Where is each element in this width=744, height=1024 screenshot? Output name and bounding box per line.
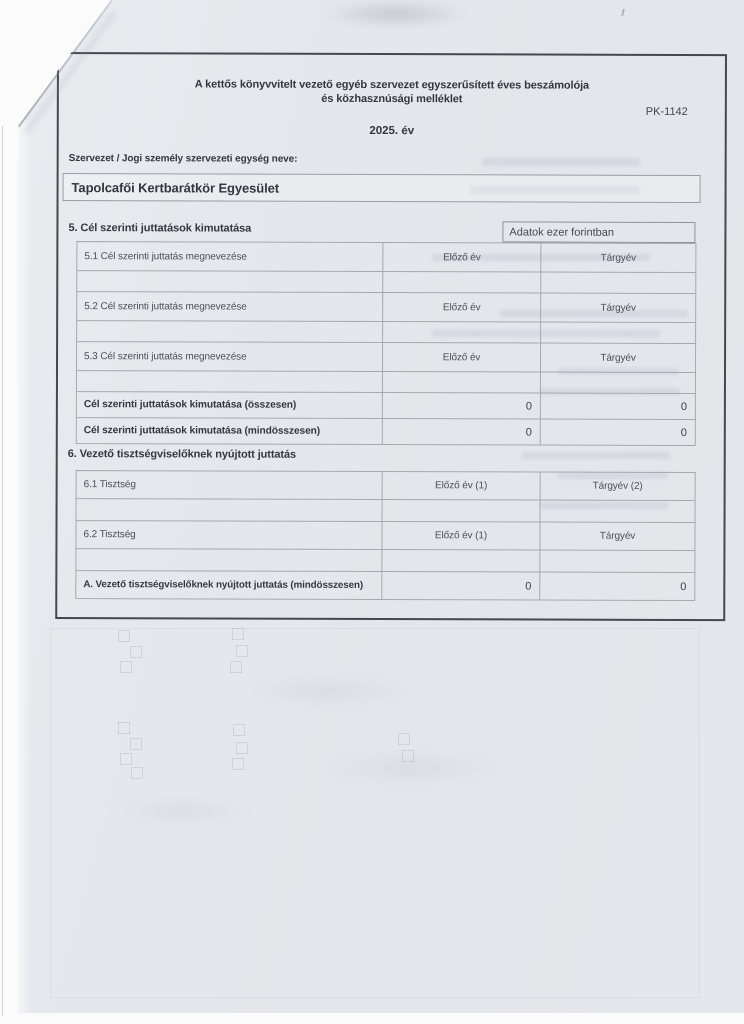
current-year-value: 0 [680, 400, 687, 413]
table-row [77, 291, 695, 322]
prev-year-cell [381, 550, 539, 571]
current-year-header: Tárgyév [600, 352, 636, 364]
org-name-value: Tapolcafői Kertbarátkör Egyesület [71, 179, 280, 196]
table-row-total [77, 391, 695, 419]
section5-heading: 5. Cél szerinti juttatások kimutatása [68, 222, 252, 235]
prev-year-header: Előző év (1) [435, 480, 488, 492]
current-year-cell [540, 273, 695, 293]
current-year-value: 0 [680, 580, 687, 593]
prev-year-header: Előző év [442, 301, 481, 313]
row-label-cell [76, 521, 381, 549]
current-year-cell [540, 294, 695, 322]
row-label-cell [77, 271, 382, 292]
prev-year-cell [382, 500, 540, 521]
current-year-value-cell [540, 394, 695, 419]
unit-note: Adatok ezer forintban [509, 225, 615, 239]
table-row [76, 520, 694, 550]
row-label: 5.3 Cél szerinti juttatás megnevezése [84, 350, 247, 363]
org-name-label: Szervezet / Jogi személy szervezeti egység neve: [68, 153, 298, 165]
prev-year-cell [381, 522, 539, 549]
current-year-cell [540, 323, 695, 343]
current-year-value: 0 [680, 426, 687, 439]
table-row-total [77, 417, 695, 445]
current-year-cell [539, 523, 694, 550]
form-code: PK-1142 [645, 105, 688, 118]
table-row-total [76, 570, 694, 600]
row-label-cell [76, 549, 381, 571]
table-row [77, 270, 695, 293]
table-row [77, 498, 695, 522]
current-year-value-cell [539, 573, 694, 600]
page-title-line2: és közhasznúsági melléklet [321, 92, 463, 106]
form-border-box [55, 52, 727, 621]
current-year-value-cell [540, 420, 695, 445]
section5-table [76, 241, 697, 446]
prev-year-value: 0 [525, 399, 532, 412]
table-row [77, 242, 695, 272]
page-title-line1: A kettős könyvvitelt vezető egyéb szervezet egyszerűsített éves beszámolója [194, 78, 590, 92]
row-label: 6.1 Tisztség [83, 479, 136, 491]
section6-heading: 6. Vezető tisztségviselőknek nyújtott juttatás [67, 448, 297, 461]
current-year-cell [540, 373, 695, 393]
row-label-cell [77, 392, 382, 418]
report-year: 2025. év [369, 124, 415, 138]
prev-year-cell [382, 372, 540, 392]
prev-year-cell [382, 343, 540, 371]
prev-year-cell [382, 243, 540, 271]
prev-year-cell [382, 322, 540, 342]
row-label: Cél szerinti juttatások kimutatása (összesen) [83, 399, 297, 411]
table-row [77, 320, 695, 343]
current-year-header: Tárgyév [600, 302, 636, 314]
table-row [76, 548, 694, 572]
current-year-cell [539, 551, 694, 572]
prev-year-header: Előző év (1) [434, 530, 488, 542]
row-label-cell [77, 471, 382, 499]
prev-year-value-cell [382, 419, 540, 444]
prev-year-cell [382, 293, 540, 321]
scan-edge-line [2, 0, 3, 1016]
table-row [77, 341, 695, 372]
prev-year-header: Előző év [443, 251, 481, 263]
row-label-cell [77, 499, 382, 521]
row-label: 6.2 Tisztség [83, 529, 136, 541]
row-label-cell [77, 371, 382, 392]
row-label: 5.2 Cél szerinti juttatás megnevezése [84, 300, 247, 313]
prev-year-value: 0 [525, 579, 532, 592]
prev-year-value: 0 [525, 425, 532, 438]
row-label-cell [77, 342, 382, 371]
current-year-cell [540, 501, 695, 522]
row-label-cell [77, 242, 382, 271]
prev-year-header: Előző év [442, 351, 481, 363]
prev-year-cell [382, 272, 540, 292]
section6-table [75, 470, 695, 601]
current-year-cell [540, 244, 695, 272]
paper-left-edge-shade [14, 120, 32, 1013]
row-label: 5.1 Cél szerinti juttatás megnevezése [84, 250, 247, 263]
row-label-cell [77, 321, 382, 342]
current-year-header: Tárgyév [599, 530, 636, 542]
row-label-cell [76, 571, 381, 599]
current-year-header: Tárgyév [600, 252, 637, 264]
table-row [77, 370, 695, 393]
table-row [77, 471, 695, 500]
prev-year-value-cell [382, 393, 540, 418]
prev-year-value-cell [381, 572, 539, 599]
current-year-header: Tárgyév (2) [592, 480, 643, 492]
prev-year-cell [382, 472, 540, 499]
row-label: A. Vezető tisztségviselőknek nyújtott juttatás (mindösszesen) [83, 579, 364, 591]
current-year-cell [540, 473, 695, 500]
org-name-field [63, 173, 701, 203]
unit-note-box [502, 221, 695, 243]
current-year-cell [540, 344, 695, 372]
row-label-cell [77, 418, 382, 444]
row-label: Cél szerinti juttatások kimutatása (mindösszesen) [83, 425, 321, 437]
row-label-cell [77, 292, 382, 321]
